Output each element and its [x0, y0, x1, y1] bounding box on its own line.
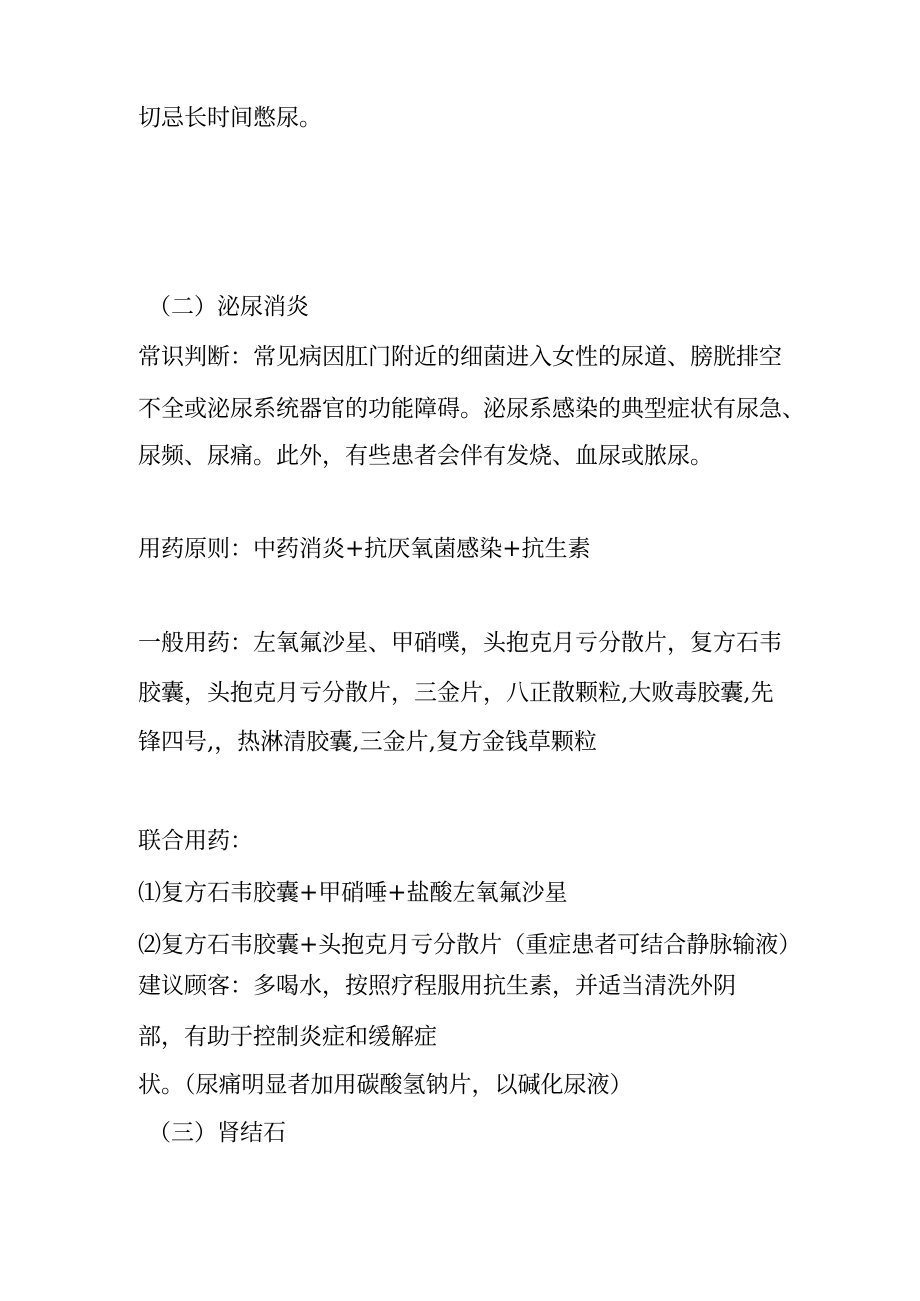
- text-line: ⑴复方石韦胶囊+甲硝唾+盐酸左氧氟沙星: [138, 880, 568, 906]
- text-line: 锋四号,，热淋清胶囊,三金片,复方金钱草颗粒: [138, 729, 597, 755]
- text-line: 常识判断：常见病因肛门附近的细菌进入女性的尿道、膀胱排空: [138, 344, 782, 370]
- text-line: ⑵复方石韦胶囊+头抱克月亏分散片（重症患者可结合静脉输液）: [138, 932, 802, 958]
- text-line: 建议顾客：多喝水，按照疗程服用抗生素，并适当清洗外阴: [138, 973, 736, 999]
- text-line: 胶囊，头抱克月亏分散片，三金片，八正散颗粒,大败毒胶囊,先: [138, 680, 774, 706]
- text-line: 一般用药：左氧氟沙星、甲硝噗，头抱克月亏分散片，复方石韦: [138, 630, 782, 656]
- text-line: 联合用药：: [138, 828, 253, 854]
- text-line: 不全或泌尿系统器官的功能障碍。泌尿系感染的典型症状有尿急、: [138, 396, 805, 422]
- text-line: 尿频、尿痛。此外，有些患者会伴有发烧、血尿或脓尿。: [138, 443, 713, 469]
- text-line: 状。（尿痛明显者加用碳酸氢钠片，以碱化尿液）: [138, 1072, 633, 1098]
- section-heading: （三）肾结石: [148, 1120, 286, 1146]
- text-line: 部，有助于控制炎症和缓解症: [138, 1024, 437, 1050]
- text-line: 切忌长时间憋尿。: [138, 105, 322, 131]
- section-heading: （二）泌尿消炎: [148, 294, 309, 320]
- text-line: 用药原则：中药消炎+抗厌氧菌感染+抗生素: [138, 536, 591, 562]
